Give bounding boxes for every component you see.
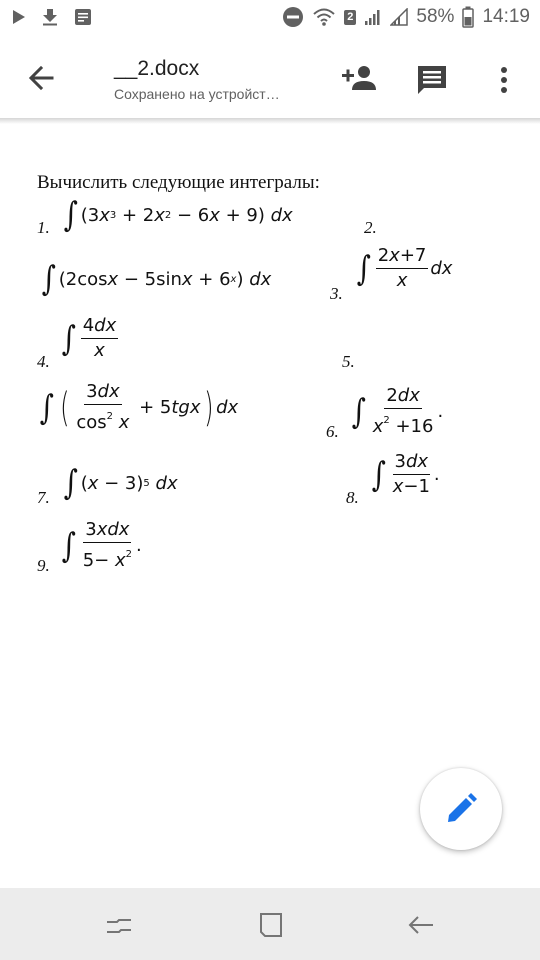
problem-number: 2. (364, 218, 377, 237)
play-icon (12, 9, 26, 25)
recent-apps-button[interactable] (104, 910, 134, 940)
document-title-block[interactable] (114, 56, 314, 104)
share-button[interactable] (338, 60, 378, 100)
integral-expression: ∫ $\frac{\text{3xdx}}{5- x^2}$ . (61, 519, 142, 571)
integral-expression: ∫ $\frac{2x+7}{x}$ dx (356, 245, 453, 291)
clock: 14:19 (482, 6, 530, 27)
save-status: Сохранено на устройст… (114, 86, 280, 102)
signal-icon (364, 8, 382, 26)
recent-apps-icon (104, 910, 134, 940)
integral-expression: ∫ $\frac{3dx}{x-1}$ . (371, 451, 440, 497)
integral-expression: ∫ (3 x 3 + 2 x 2 − 6 x + 9) dx (63, 195, 293, 235)
problem-number: 4. (37, 352, 50, 371)
comments-button[interactable] (412, 60, 452, 100)
sim-badge: 2 (344, 10, 356, 25)
more-vert-icon (484, 60, 524, 100)
integral-expression: ∫ $\frac{2dx}{x^2 +16}$ . (351, 385, 444, 437)
comment-icon (412, 60, 452, 100)
document-title: __2.docx (114, 57, 200, 80)
navigation-bar (0, 888, 540, 960)
signal-icon (390, 8, 408, 26)
integral-expression: ∫ ( x − 3) 5 dx (63, 463, 178, 503)
battery-icon (462, 6, 474, 28)
home-icon (256, 910, 286, 940)
problem-number: 6. (326, 422, 339, 441)
do-not-disturb-icon (282, 6, 304, 28)
wifi-icon (312, 7, 336, 27)
problem-number: 8. (346, 488, 359, 507)
more-options-button[interactable] (484, 60, 524, 100)
problem-number: 1. (37, 218, 50, 237)
edit-fab-button[interactable] (420, 768, 502, 850)
integral-expression: ∫ $\frac{4dx}{x}$ (61, 315, 117, 361)
document-icon (74, 8, 92, 26)
status-bar (0, 0, 540, 38)
problem-number: 9. (37, 556, 50, 575)
back-button[interactable] (24, 60, 60, 96)
problem-number: 7. (37, 488, 50, 507)
problem-number: 3. (330, 284, 343, 303)
edit-pencil-icon (444, 792, 478, 826)
problem-number: 5. (342, 352, 355, 371)
home-button[interactable] (256, 910, 286, 940)
notification-icons (12, 8, 92, 26)
integral-expression: ∫ ( $\frac{3dx}{\cos^2 x}$ + 5 tgx ) dx (39, 381, 239, 433)
add-person-icon (338, 60, 378, 100)
back-icon (406, 910, 436, 940)
document-heading: Вычислить следующие интегралы: (37, 172, 320, 193)
app-bar (0, 38, 540, 120)
back-nav-button[interactable] (406, 910, 436, 940)
back-arrow-icon (24, 60, 60, 96)
system-status (282, 6, 530, 28)
battery-percent: 58% (416, 6, 455, 27)
download-icon (42, 8, 58, 26)
integral-expression: ∫ (2cos x − 5sin x + 6 x ) dx (41, 259, 272, 299)
